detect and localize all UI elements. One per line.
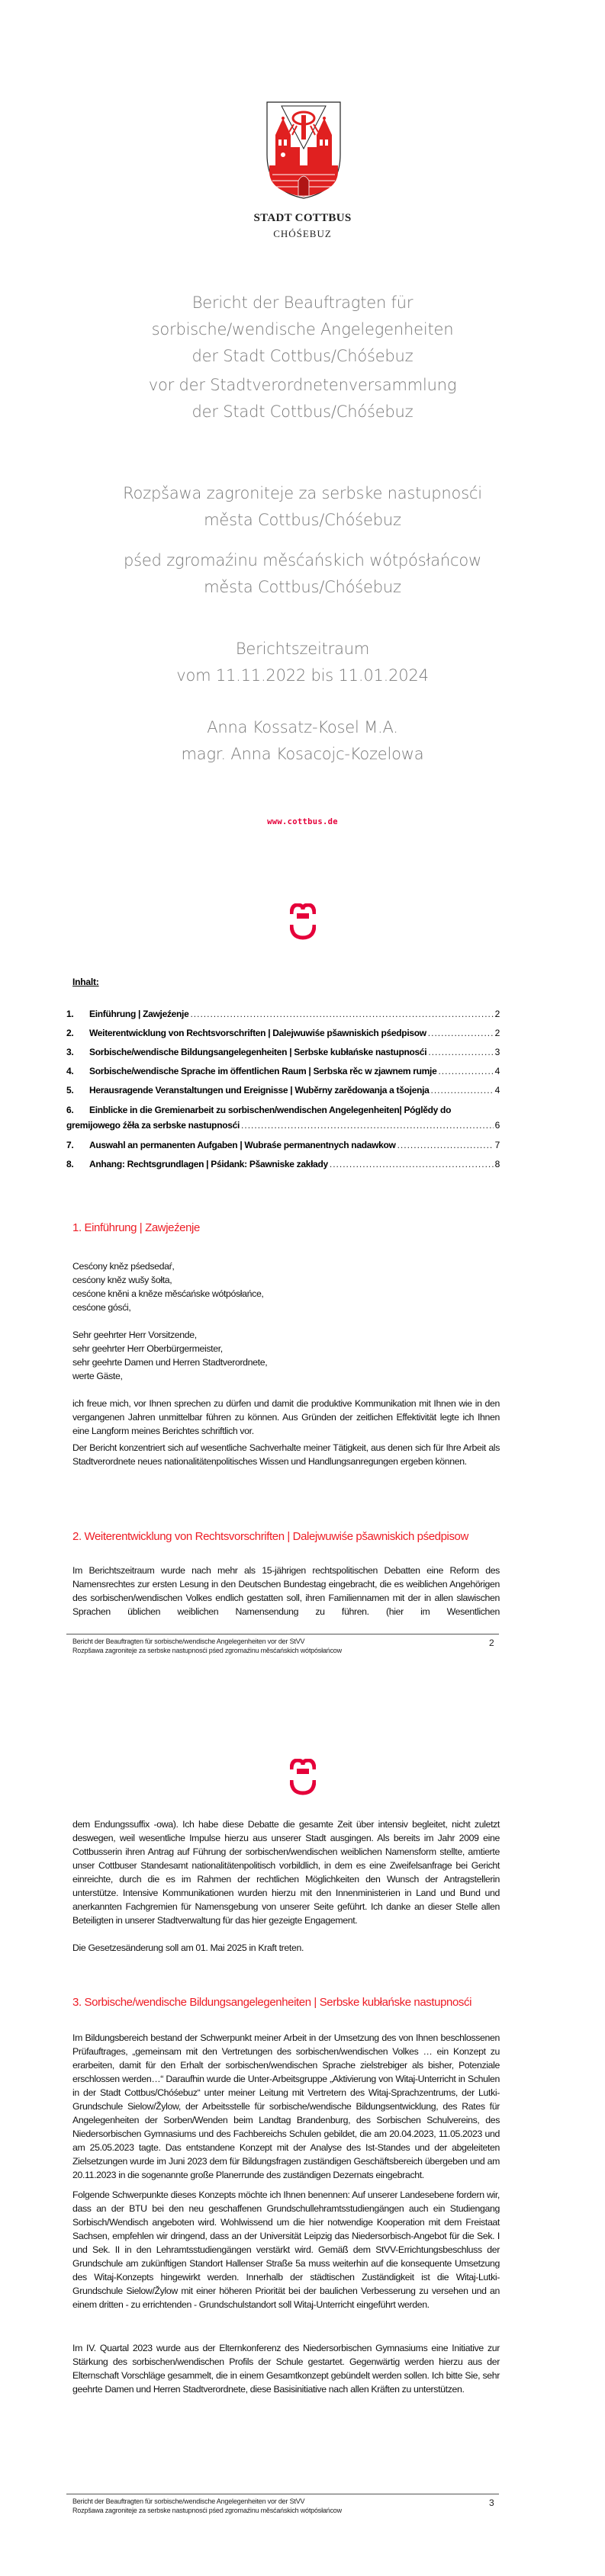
toc-item[interactable]: 1. Einführung | Zawjeźenje ..... 2 [66,1009,500,1019]
toc-item[interactable]: 3. Sorbische/wendische Bildungsangelegenheiten | Serbske kubłańske nastupnosći ..... 3 [66,1047,500,1057]
page-number: 2 [489,1638,494,1648]
website-link[interactable]: www.cottbus.de [267,817,338,826]
greeting-german: Sehr geehrter Herr Vorsitzende, sehr geehrter Herr Oberbürgermeister, sehr geehrte Damen und Herren Stadtverordnete, werte Gäste, [72,1330,268,1381]
footer-text: Bericht der Beauftragten für sorbische/wendische Angelegenheiten vor der StVV Rozpšawa zagroniteje za serbske nastupnosći pśed zgromaźinu měsćańskich wótpósłańcow [72,1638,342,1654]
paragraph: dem Endungssuffix -owa). Ich habe diese Debatte die gesamte Zeit über intensiv begleitet, nicht zuletzt deswegen, weil wesentliche Impulse hierzu aus unserer Stadt ausgingen. Als bereits im Jahr 2009 eine Cottbusserin ihren Antrag auf Führung der sorbischen/wendischen weiblichen Namensform stellte, amtierte unser Cottbuser Standesamt nationalitätenpolitisch vorbildlich, in dem es eine Zweifelsanfrage bei Gericht einreichte, durch die es im Rahmen der rechtlichen Möglichkeiten den Wunsch der Antragstellerin unterstütze. Intensive Kommunikationen wurden hierzu mit den Innenministerien in Land und Bund und anerkannten Fachgremien für Namensgebung von unserer Seite geführt. Ich danke an dieser Stelle allen Beteiligten in unserer Stadtverwaltung für das hier gezeigte Engagement. [72,1819,500,1926]
toc-leader [330,1159,494,1169]
toc-item[interactable]: 6. Einblicke in die Gremienarbeit zu sorbischen/wendischen Angelegenheiten| Póglědy do [66,1105,452,1115]
toc-heading: Inhalt: [72,977,99,987]
toc-leader [428,1047,493,1057]
footer-text: Bericht der Beauftragten für sorbische/wendische Angelegenheiten vor der StVV Rozpšawa zagroniteje za serbske nastupnosći pśed zgromaźinu měsćańskich wótpósłańcow [72,2497,342,2514]
report-title-sorbian: Rozpšawa zagroniteje za serbske nastupnosći města Cottbus/Chóśebuz pśed zgromaźinu měsćańskich wótpósłańcow města Cottbus/Chóśebuz [123,484,482,596]
paragraph: Im Bildungsbereich bestand der Schwerpunkt meiner Arbeit in der Umsetzung des von Ihnen beschlossenen Prüfauftrages, „gemeinsam mit den Vertretungen des sorbischen/wendischen Volkes … ein Konzept zu erarbeiten, damit für den Erhalt der sorbischen/wendischen Sprache zielstrebiger als bisher, Potenziale erschlossen werden…“ Daraufhin wurde die Unter-Arbeitsgruppe „Aktivierung von Witaj-Unterricht in Schulen in der Stadt Cottbus/Chóśebuz“ unter meiner Leitung mit Vertretern des Witaj-Sprachzentrums, der Lutki-Grundschule Sielow/Žylow, der Arbeitsstelle für sorbische/wendische Bildungsentwicklung, des Rates für Angelegenheiten der Sorben/Wenden beim Landtag Brandenburg, des Sorbischen Schulvereins, des Niedersorbischen Gymnasiums und des Fachbereichs Schulen gebildet, die am 20.04.2023, 11.05.2023 und am 25.05.2023 tagte. Das entstandene Konzept mit der Analyse des Ist-Standes und der abgeleiteten Zielsetzungen wurde im Juni 2023 dem für Bildungsfragen zuständigen Geschäftsbereich übergeben und am 20.11.2023 in die sogenannte große Planerrunde des zuständigen Dezernats eingebracht. [72,2032,500,2180]
report-authors: Anna Kossatz-Kosel M.A. magr. Anna Kosacojc-Kozelowa [181,718,424,763]
report-title: Bericht der Beauftragten für sorbische/wendische Angelegenheiten der Stadt Cottbus/Chóśebuz vor der Stadtverordnetenversammlung der Stadt Cottbus/Chóśebuz [148,294,457,421]
paragraph: Der Bericht konzentriert sich auf wesentliche Sachverhalte meiner Tätigkeit, aus denen sich für Ihre Arbeit als Stadtverordnete neues nationalitätenpolitisches Wissen und Handlungsanregungen ergeben können. [72,1442,500,1467]
cottbus-smile-logo-icon [290,1759,316,1795]
toc-item[interactable]: 8. Anhang: Rechtsgrundlagen | Pśidank: Pšawniske zakłady ..... 8 [66,1159,500,1169]
cottbus-smile-logo-icon [290,903,316,940]
toc-leader [428,1028,494,1038]
page-number: 3 [489,2497,494,2508]
section-heading-2: 2. Weiterentwicklung von Rechtsvorschriften | Dalejwuwiśe pšawniskich pśedpisow [72,1530,468,1543]
city-name-sorbian: CHÓŚEBUZ [273,228,332,239]
city-name: STADT COTTBUS [253,212,352,224]
report-period: Berichtszeitraum vom 11.11.2022 bis 11.01.2024 [176,640,429,685]
coat-of-arms-icon [266,101,341,199]
toc-item-continued[interactable]: gremijowego źěła za serbske nastupnosći ..... 6 [66,1120,500,1131]
greeting-sorbian: Cesćony kněz pśedsedaŕ, cesćony kněz wušy šołta, cesćone kněni a kněze měsćańske wótpósłańce, cesćone gósći, [72,1261,264,1313]
paragraph: Folgende Schwerpunkte dieses Konzepts möchte ich Ihnen benennen: Auf unserer Landesebene fordern wir, dass an der BTU bei den neu geschaffenen Grundschullehramtsstudiengängen auch ein Studiengang Sorbisch/Wendisch angeboten wird. Wohlwissend um die hier notwendige Kooperation mit dem Freistaat Sachsen, empfehlen wir dringend, dass an der Universität Leipzig das Niedersorbisch-Angebot für die Sek. I und Sek. II in den Lehramtsstudiengängen verstärkt wird. Gemäß dem StVV-Errichtungsbeschluss der Grundschule am zukünftigen Standort Hallenser Straße 5a muss weiterhin auf die konsequente Umsetzung des Witaj-Konzepts hingewirkt werden. Innerhalb der städtischen Zuständigkeit ist die Witaj-Lutki-Grundschule Sielow/Žylow mit einer höheren Priorität bei der baulichen Verbesserung zu versehen und an einem dritten - zu errichtenden - Grundschulstandort soll Witaj-Unterricht eingeführt werden. [72,2189,500,2310]
toc-item[interactable]: 4. Sorbische/wendische Sprache im öffentlichen Raum | Serbska rěc w zjawnem rumje ..... 4 [66,1066,500,1076]
toc-leader [190,1009,493,1019]
toc-leader [397,1140,494,1150]
paragraph: Im IV. Quartal 2023 wurde aus der Elternkonferenz des Niedersorbischen Gymnasiums eine Initiative zur Stärkung des sorbischen/wendischen Profils der Schule gestartet. Gegenwärtig werden hierzu aus der Elternschaft Vorschläge gesammelt, die in einem Gesamtkonzept gebündelt werden sollen. Ich bitte Sie, sehr geehrte Damen und Herren Stadtverordnete, diese Basisinitiative nach allen Kräften zu unterstützen. [72,2343,500,2395]
toc-leader [431,1085,494,1096]
paragraph: Im Berichtszeitraum wurde nach mehr als 15-jährigen rechtspolitischen Debatten eine Reform des Namensrechtes zur ersten Lesung in den Deutschen Bundestag eingebracht, die es weiblichen Angehörigen des sorbischen/wendischen Volkes endlich gestatten soll, ihren Familiennamen mit der in allen slawischen Sprachen üblichen weiblichen Namensendung zu führen. (hier im Wesentlichen [72,1565,500,1617]
paragraph: Die Gesetzesänderung soll am 01. Mai 2025 in Kraft treten. [72,1942,304,1953]
toc-leader [241,1120,494,1131]
toc-item[interactable]: 7. Auswahl an permanenten Aufgaben | Wubraśe permanentnych nadawkow ..... 7 [66,1140,500,1150]
toc-item[interactable]: 5. Herausragende Veranstaltungen und Ereignisse | Wuběrny zarědowanja a tšojenja ..... 4 [66,1085,500,1096]
section-heading-3: 3. Sorbische/wendische Bildungsangelegenheiten | Serbske kubłańske nastupnosći [72,1996,472,2009]
paragraph: ich freue mich, vor Ihnen sprechen zu dürfen und damit die produktive Kommunikation mit Ihnen wie in den vergangenen Jahren unmittelbar führen zu können. Aus Gründen der zeitlichen Effektivität legte ich Ihnen eine Langform meines Berichtes schriftlich vor. [72,1398,500,1436]
section-heading-1: 1. Einführung | Zawjeźenje [72,1221,200,1234]
toc-leader [438,1066,493,1076]
toc-item[interactable]: 2. Weiterentwicklung von Rechtsvorschriften | Dalejwuwiśe pšawniskich pśedpisow ..... 2 [66,1028,500,1038]
